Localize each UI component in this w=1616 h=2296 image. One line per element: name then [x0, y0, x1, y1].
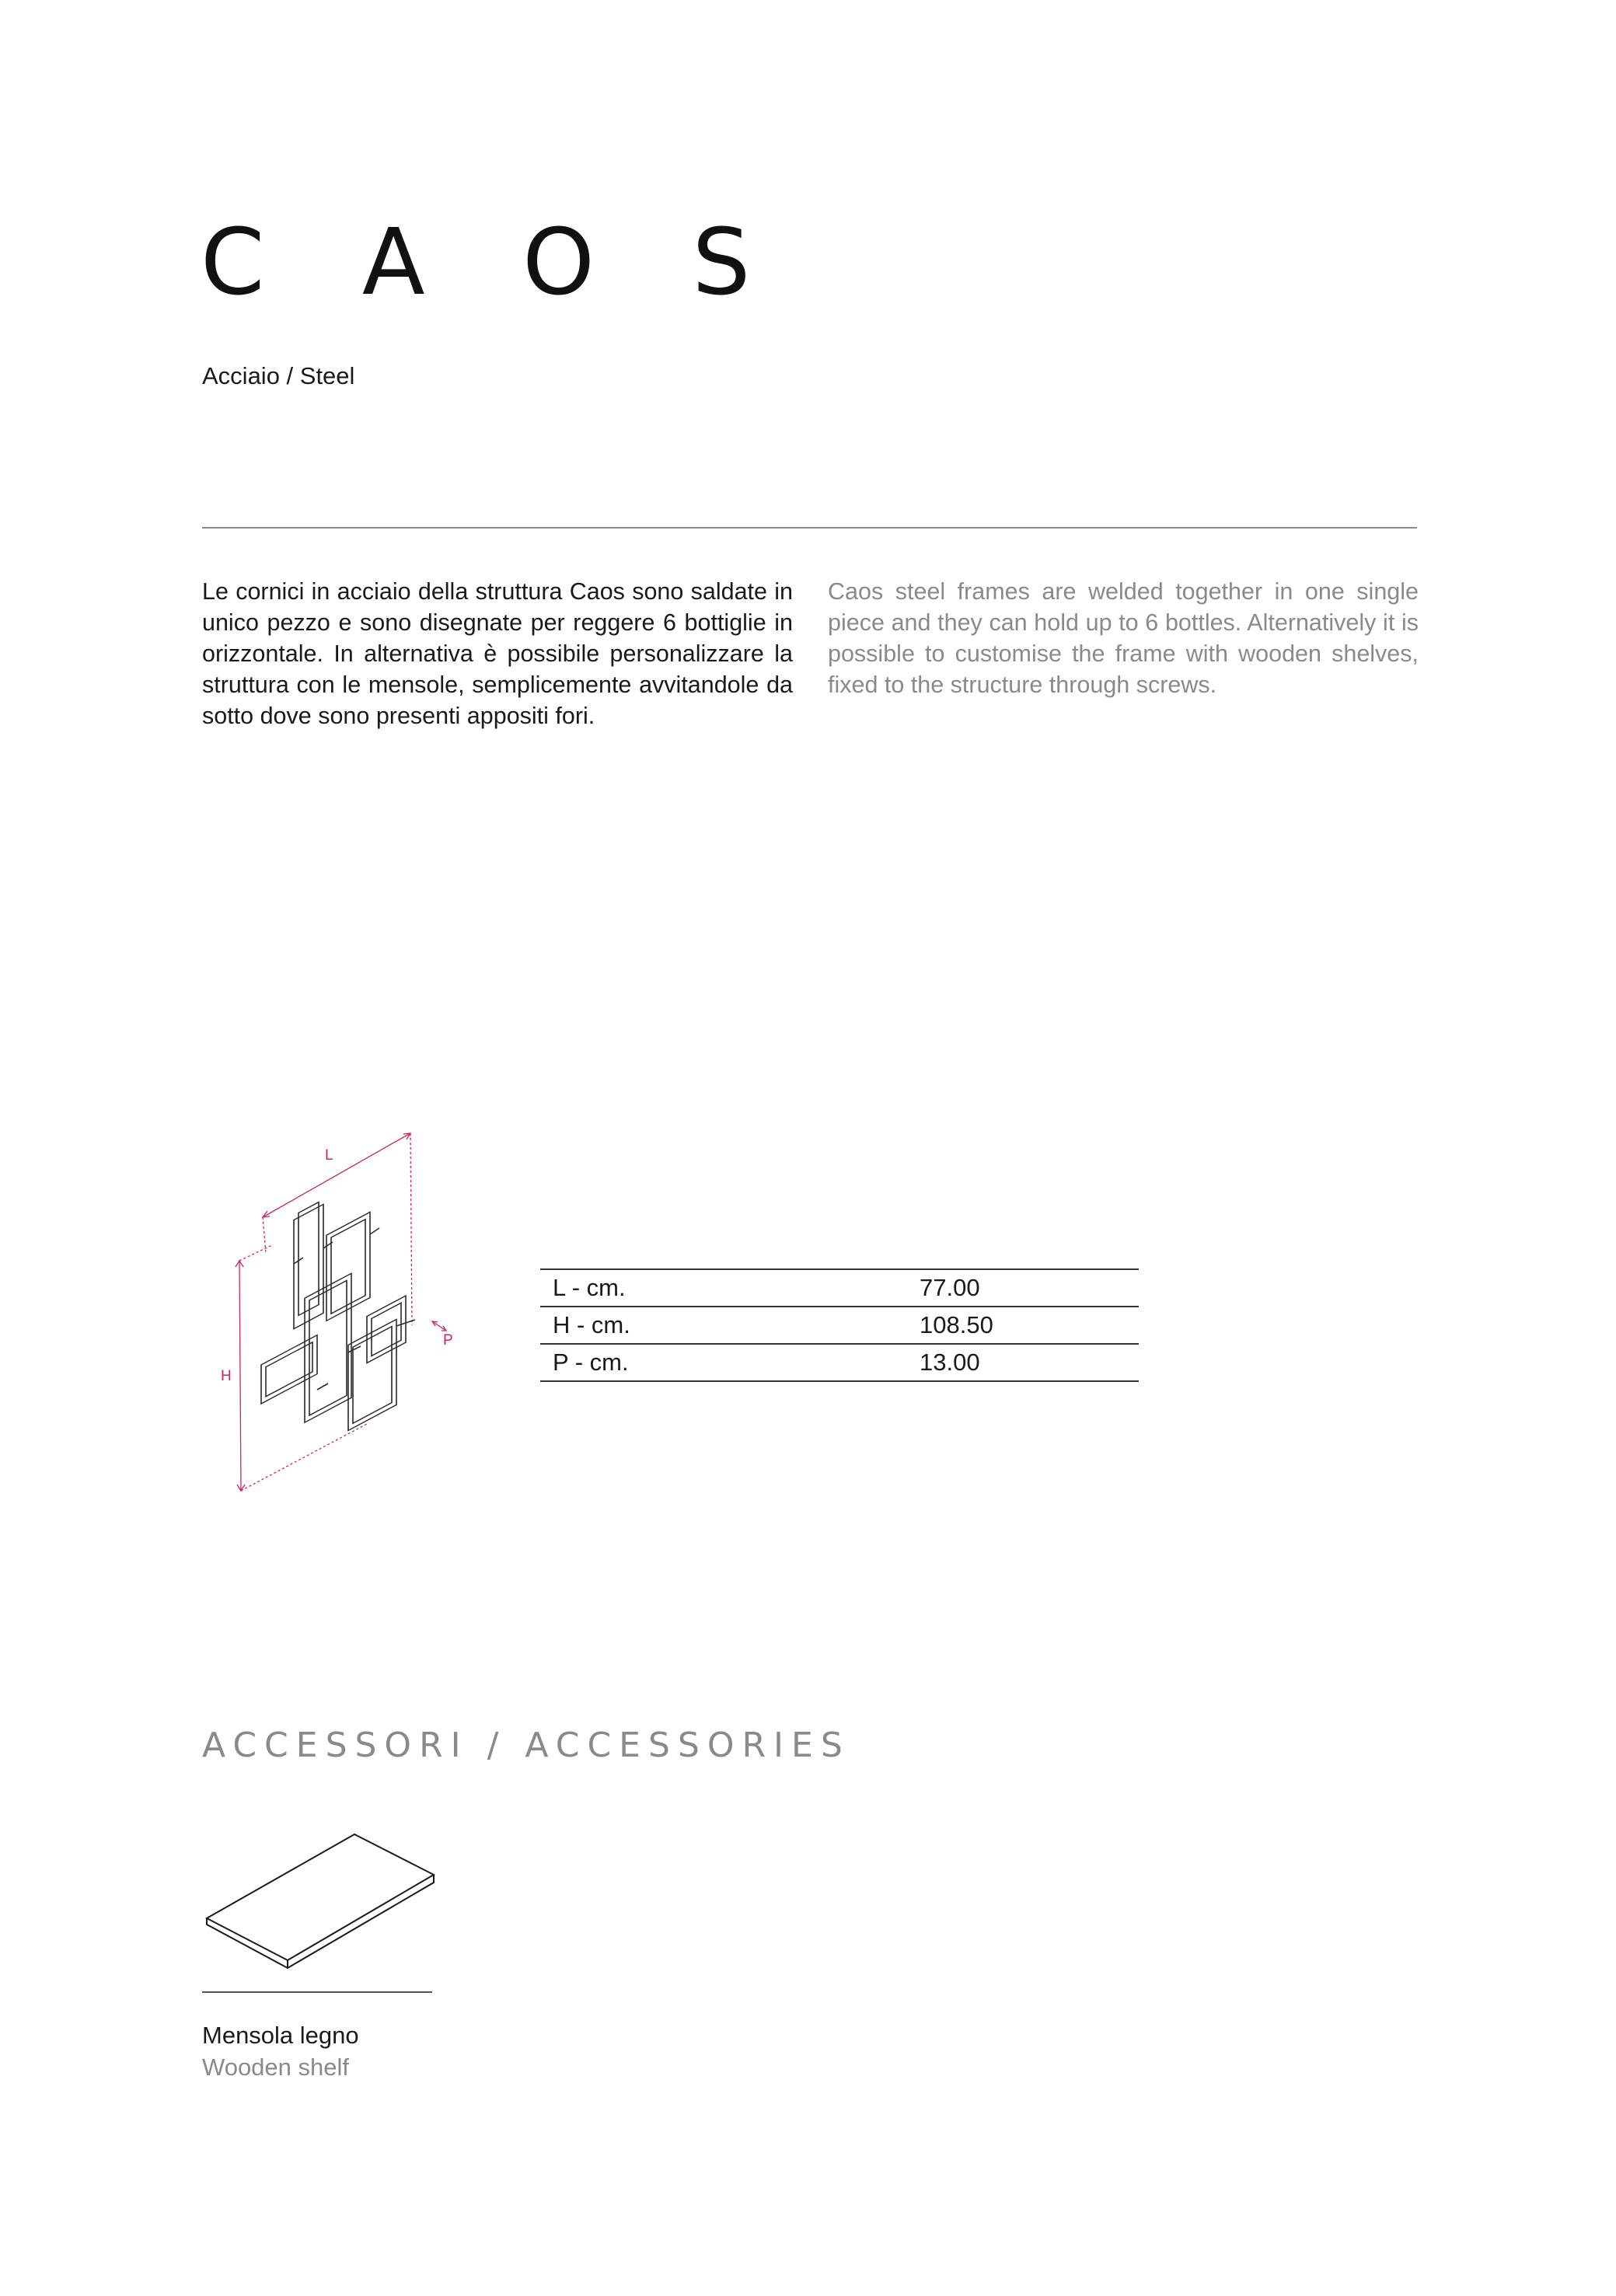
dimension-row — [540, 1268, 1139, 1306]
dimension-label-h: H — [221, 1368, 232, 1384]
dimension-line-l — [263, 1133, 410, 1217]
accessory-name-italian: Mensola legno — [202, 2022, 359, 2049]
accessory-name-english: Wooden shelf — [202, 2053, 349, 2081]
dimension-label: P - cm. — [553, 1349, 629, 1376]
dimension-line-h — [239, 1261, 241, 1491]
dimension-label-l: L — [325, 1147, 333, 1164]
dimension-row — [540, 1343, 1139, 1382]
dimension-label-p: P — [443, 1332, 453, 1349]
description-english: Caos steel frames are welded together in one single piece and they can hold up to 6 bottles. Alternatively it is possible to customise the frame with wooden shelves, fixed to the structure through screws. — [828, 578, 1419, 698]
description-italian: Le cornici in acciaio della struttura Caos sono saldate in unico pezzo e sono disegnate per reggere 6 bottiglie in orizzontale. In alternativa è possibile personalizzare la struttura con le mensole, semplicemente avvitandole da sotto dove sono presenti appositi fori. — [202, 578, 793, 729]
dimension-value: 13.00 — [920, 1349, 980, 1376]
dimension-label: L - cm. — [553, 1274, 626, 1301]
product-material: Acciaio / Steel — [202, 362, 355, 389]
dimension-value: 108.50 — [920, 1311, 993, 1338]
dimension-label: H - cm. — [553, 1311, 630, 1338]
section-divider — [202, 527, 1417, 529]
accessory-divider — [202, 1991, 432, 1993]
dimension-row — [540, 1306, 1139, 1343]
dimension-value: 77.00 — [920, 1274, 980, 1301]
dimension-line-p — [432, 1321, 446, 1331]
product-title: C A O S — [201, 208, 785, 316]
product-technical-drawing — [211, 1119, 468, 1508]
accessories-heading: ACCESSORI / ACCESSORIES — [202, 1725, 850, 1765]
frame-structure — [261, 1202, 415, 1431]
wooden-shelf-drawing — [201, 1827, 442, 1974]
dimensions-table — [540, 1268, 1139, 1382]
